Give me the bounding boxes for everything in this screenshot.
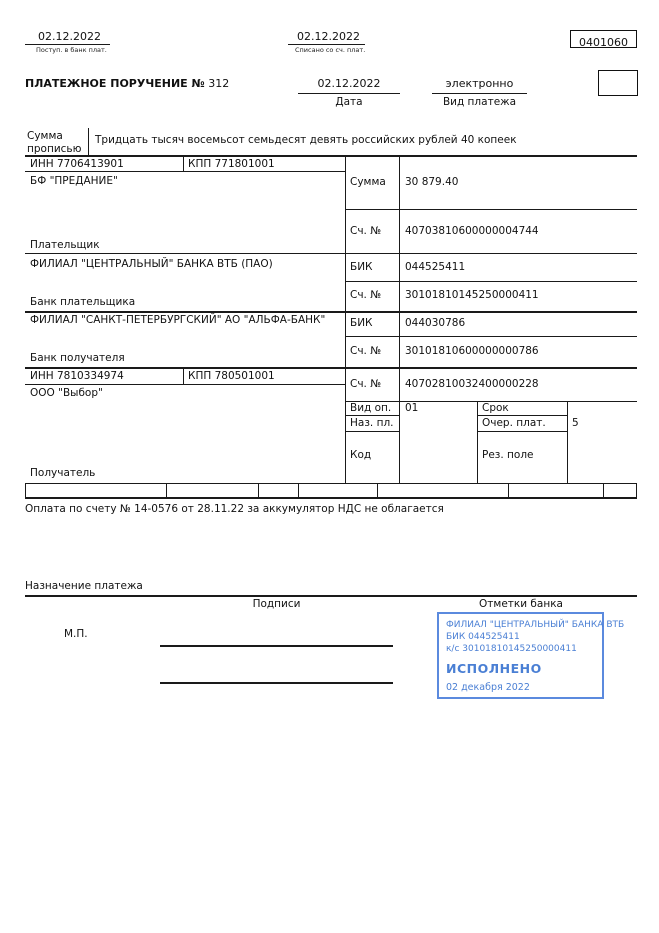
stamp-corr-account: к/с 30101810145250000411 (446, 644, 577, 654)
receiver-bank-account-value: 30101810600000000786 (405, 345, 539, 357)
signature-line (160, 682, 393, 684)
payer-bank-bik-value: 044525411 (405, 261, 466, 273)
payment-purpose-text: Оплата по счету № 14-0576 от 28.11.22 за аккумулятор НДС не облагается (25, 503, 444, 515)
grid-line (183, 155, 184, 171)
grid-line (25, 497, 637, 499)
grid-line (345, 431, 399, 432)
operation-type-value: 01 (405, 402, 419, 414)
bank-marks-label: Отметки банка (479, 598, 563, 610)
stamp-date: 02 декабря 2022 (446, 682, 530, 693)
grid-line (298, 483, 299, 497)
stamp-status: ИСПОЛНЕНО (446, 661, 542, 676)
receiver-kpp: КПП 780501001 (188, 370, 275, 382)
sum-value: 30 879.40 (405, 176, 459, 188)
sum-label: Сумма (350, 176, 386, 188)
payer-bank-bik-label: БИК (350, 261, 373, 273)
grid-line (25, 311, 637, 313)
grid-line (567, 401, 568, 483)
form-code: 0401060 (579, 36, 628, 49)
document-date: 02.12.2022 (317, 77, 381, 90)
signature-line (160, 645, 393, 647)
grid-line (25, 384, 345, 385)
receiver-bank-bik-value: 044030786 (405, 317, 466, 329)
stamp-bank-name: ФИЛИАЛ "ЦЕНТРАЛЬНЫЙ" БАНКА ВТБ (446, 620, 625, 630)
priority-value: 5 (572, 417, 579, 429)
amount-words-label-line2: прописью (27, 143, 82, 155)
amount-words-label-line1: Сумма (27, 130, 63, 142)
code-label: Код (350, 449, 372, 461)
grid-line (477, 401, 478, 483)
stamp-place-label: М.П. (64, 628, 88, 640)
payer-bank-account-label: Сч. № (350, 289, 382, 301)
divider (88, 128, 89, 155)
payer-kpp: КПП 771801001 (188, 158, 275, 170)
payer-account-label: Сч. № (350, 225, 382, 237)
grid-line (345, 336, 637, 337)
debited-from-account-label: Списано со сч. плат. (295, 46, 366, 54)
grid-line (25, 483, 637, 484)
grid-line (636, 483, 637, 497)
operation-type-label: Вид оп. (350, 402, 392, 414)
receiver-account-label: Сч. № (350, 378, 382, 390)
payment-kind-label: Вид платежа (442, 96, 517, 108)
grid-line (166, 483, 167, 497)
received-in-bank-date: 02.12.2022 (38, 30, 101, 43)
receiver-label: Получатель (30, 467, 96, 479)
grid-line (25, 595, 637, 597)
payer-name: БФ "ПРЕДАНИЕ" (30, 175, 118, 187)
grid-line (399, 155, 400, 483)
grid-line (603, 483, 604, 497)
grid-line (258, 483, 259, 497)
grid-line (345, 281, 637, 282)
grid-line (183, 367, 184, 384)
payment-name-label: Наз. пл. (350, 417, 394, 429)
grid-line (508, 483, 509, 497)
divider (288, 44, 365, 45)
term-label: Срок (482, 402, 509, 414)
divider (25, 44, 110, 45)
payer-account-value: 40703810600000004744 (405, 225, 539, 237)
grid-line (25, 171, 345, 172)
divider (432, 93, 527, 94)
grid-line (377, 483, 378, 497)
document-title (25, 77, 229, 90)
grid-line (345, 209, 637, 210)
amount-words-label (27, 130, 85, 156)
receiver-bank-label: Банк получателя (30, 352, 125, 364)
grid-line (25, 253, 637, 254)
signatures-label: Подписи (252, 598, 301, 610)
date-label: Дата (335, 96, 363, 108)
grid-line (25, 367, 637, 369)
payer-bank-label: Банк плательщика (30, 296, 136, 308)
payment-kind-value: электронно (445, 77, 514, 90)
form-code-box (570, 30, 637, 48)
stamp-bik: БИК 044525411 (446, 632, 520, 642)
title-text: ПЛАТЕЖНОЕ ПОРУЧЕНИЕ № (25, 77, 205, 90)
payer-bank-name: ФИЛИАЛ "ЦЕНТРАЛЬНЫЙ" БАНКА ВТБ (ПАО) (30, 258, 273, 270)
document-number: 312 (208, 77, 230, 90)
received-in-bank-label: Поступ. в банк плат. (36, 46, 107, 54)
grid-line (25, 483, 26, 497)
payer-label: Плательщик (30, 239, 100, 251)
priority-label: Очер. плат. (482, 417, 546, 429)
bank-stamp (437, 612, 625, 699)
reserve-field-label: Рез. поле (482, 449, 534, 461)
grid-line (345, 415, 399, 416)
amount-in-words: Тридцать тысяч восемьсот семьдесят девять российских рублей 40 копеек (95, 134, 517, 146)
payer-inn: ИНН 7706413901 (30, 158, 124, 170)
receiver-account-value: 40702810032400000228 (405, 378, 539, 390)
receiver-bank-name: ФИЛИАЛ "САНКТ-ПЕТЕРБУРГСКИЙ" АО "АЛЬФА-БАНК" (30, 314, 326, 326)
grid-line (477, 415, 567, 416)
payment-purpose-label: Назначение платежа (25, 580, 143, 592)
receiver-name: ООО "Выбор" (30, 387, 103, 399)
payer-bank-account-value: 30101810145250000411 (405, 289, 539, 301)
empty-status-box (598, 70, 638, 96)
grid-line (345, 155, 346, 483)
receiver-bank-bik-label: БИК (350, 317, 373, 329)
debited-from-account-date: 02.12.2022 (297, 30, 360, 43)
grid-line (477, 431, 567, 432)
receiver-bank-account-label: Сч. № (350, 345, 382, 357)
grid-line (25, 155, 637, 157)
divider (298, 93, 400, 94)
receiver-inn: ИНН 7810334974 (30, 370, 124, 382)
